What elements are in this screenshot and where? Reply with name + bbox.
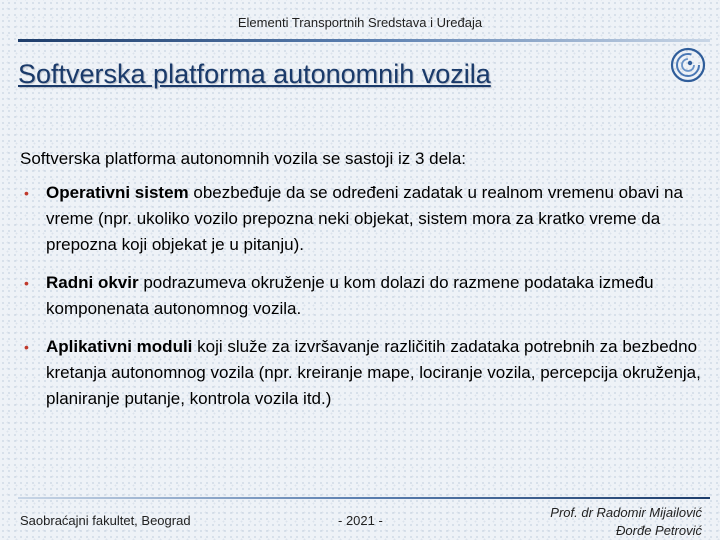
header-title: Elementi Transportnih Sredstava i Uređaja — [237, 15, 483, 30]
footer-year: - 2021 - — [338, 513, 383, 528]
footer-divider — [18, 497, 710, 499]
bullet-text: obezbeđuje da se određeni zadatak u realnom vremenu obavi na vreme (npr. ukoliko vozilo prepozna neki objekat, sistem mora za kratko vreme da prepozna koji objekat je u pitanju). — [46, 183, 683, 254]
footer-author-1: Prof. dr Radomir Mijailović — [550, 505, 702, 520]
bullet-text: koji služe za izvršavanje različitih zadataka potrebnih za bezbedno kretanja autonomnog vozila (npr. kreiranje mape, lociranje vozila, percepcija okruženja, planiranje putanje, kontrola vozila itd.) — [46, 337, 701, 408]
bullet-item-framework — [0, 270, 720, 322]
spiral-logo-icon — [670, 47, 706, 83]
footer-authors — [550, 504, 702, 540]
bullet-term: Aplikativni moduli — [46, 337, 193, 356]
bullet-mark: • — [24, 275, 29, 291]
bullet-term: Radni okvir — [46, 273, 139, 292]
bullet-list — [0, 180, 720, 424]
bullet-item-operating-system — [0, 180, 720, 258]
bullet-mark: • — [24, 339, 29, 355]
bullet-text: podrazumeva okruženje u kom dolazi do razmene podataka između komponenata autonomnog vozila. — [46, 273, 654, 318]
bullet-term: Operativni sistem — [46, 183, 189, 202]
slide-title: Softverska platforma autonomnih vozila — [18, 59, 491, 89]
footer-institution: Saobraćajni fakultet, Beograd — [20, 513, 191, 528]
bullet-item-application-modules — [0, 334, 720, 412]
bullet-mark: • — [24, 185, 29, 201]
top-divider — [18, 39, 710, 42]
footer-author-2: Đorđe Petrović — [616, 523, 702, 538]
intro-text: Softverska platforma autonomnih vozila se sastoji iz 3 dela: — [20, 149, 467, 168]
